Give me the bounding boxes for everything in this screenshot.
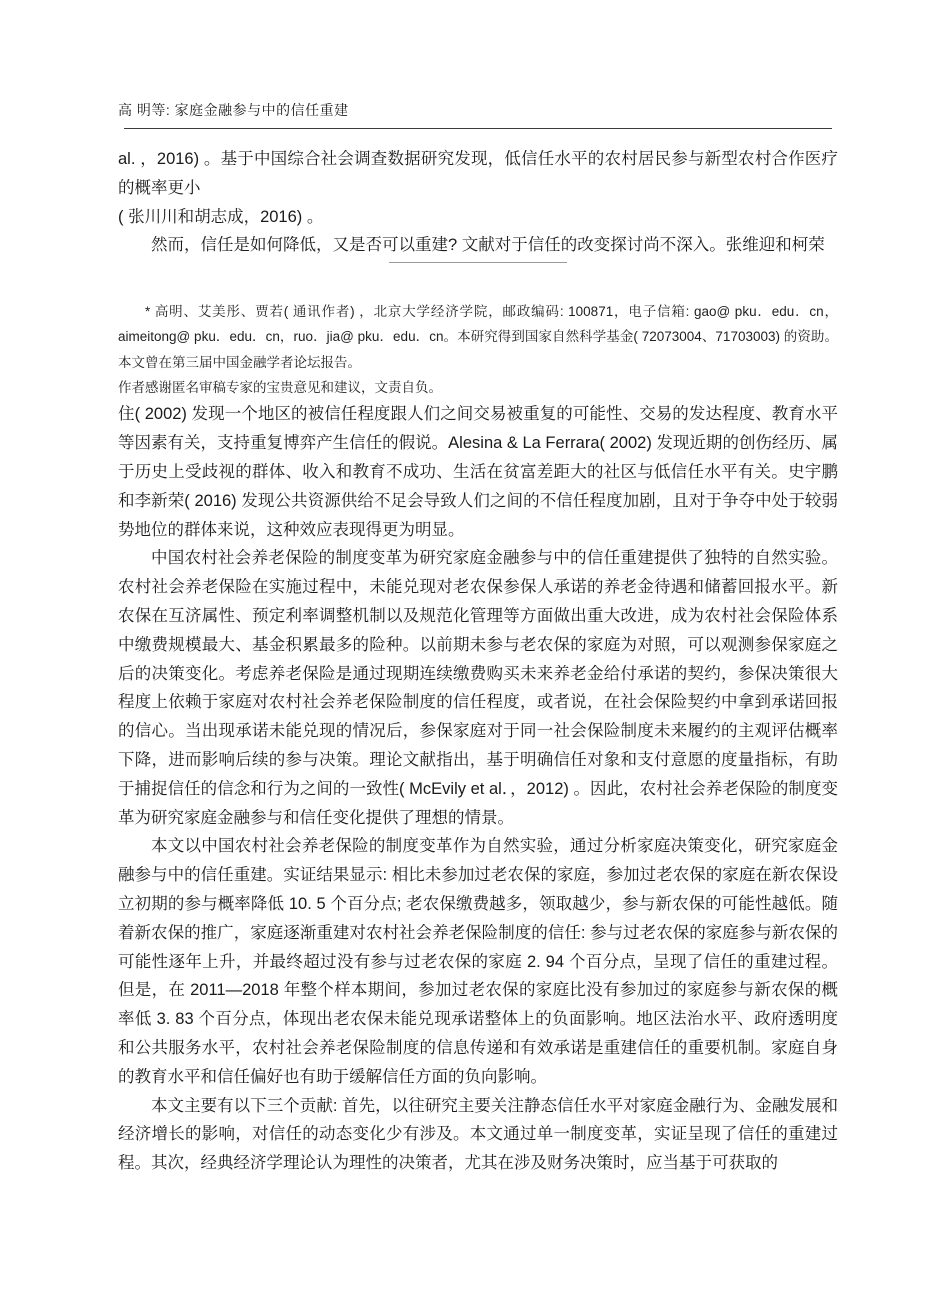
paragraph: al. ，2016) 。基于中国综合社会调查数据研究发现，低信任水平的农村居民参与新型农村合作医疗的概率更小 <box>118 150 838 197</box>
footnote-block <box>118 299 838 400</box>
paragraph: 中国农村社会养老保险的制度变革为研究家庭金融参与中的信任重建提供了独特的自然实验。农村社会养老保险在实施过程中，未能兑现对老农保参保人承诺的养老金待遇和储蓄回报水平。新农保在互济属性、预定利率调整机制以及规范化管理等方面做出重大改进，成为农村社会保险体系中缴费规模最大、基金积累最多的险种。以前期未参与老农保的家庭为对照，可以观测参保家庭之后的决策变化。考虑养老保险是通过现期连续缴费购买未来养老金给付承诺的契约，参保决策很大程度上依赖于家庭对农村社会养老保险制度的信任程度，或者说，在社会保险契约中拿到承诺回报的信心。当出现承诺未能兑现的情况后，参保家庭对于同一社会保险制度未来履约的主观评估概率下降，进而影响后续的参与决策。理论文献指出，基于明确信任对象和支付意愿的度量指标，有助于捕捉信任的信念和行为之间的一致性( McEvily et al．，2012) 。因此，农村社会养老保险的制度变革为研究家庭金融参与和信任变化提供了理想的情景。 <box>118 549 838 827</box>
paragraph: 住( 2002) 发现一个地区的被信任程度跟人们之间交易被重复的可能性、交易的发达程度、教育水平等因素有关，支持重复博弈产生信任的假说。Alesina & La Ferrara( 2002) 发现近期的创伤经历、属于历史上受歧视的群体、收入和教育不成功、生活在贫富差距大的社区与低信任水平有关。史宇鹏和李新荣( 2016) 发现公共资源供给不足会导致人们之间的不信任程度加剧，且对于争夺中处于较弱势地位的群体来说，这种效应表现得更为明显。 <box>118 405 838 539</box>
body-text-top <box>118 145 838 260</box>
body-text-main <box>118 400 838 1178</box>
paragraph: 作者感谢匿名审稿专家的宝贵意见和建议，文责自负。 <box>118 380 442 396</box>
paragraph: ( 张川川和胡志成，2016) 。 <box>118 207 324 226</box>
paragraph: * 高明、艾美彤、贾若( 通讯作者) ，北京大学经济学院，邮政编码: 100871，电子信箱: gao@ pku．edu．cn，aimeitong@ pku．edu．cn，ruo．jia@ pku．edu．cn。本研究得到国家自然科学基金( 72073004、71703003) 的资助。本文曾在第三届中国金融学者论坛报告。 <box>118 304 838 370</box>
header-rule <box>124 128 832 129</box>
paragraph: 本文主要有以下三个贡献: 首先，以往研究主要关注静态信任水平对家庭金融行为、金融发展和经济增长的影响，对信任的动态变化少有涉及。本文通过单一制度变革，实证呈现了信任的重建过程。其次，经典经济学理论认为理性的决策者，尤其在涉及财务决策时，应当基于可获取的 <box>118 1096 838 1173</box>
footnote-separator <box>389 262 567 263</box>
page-content <box>118 0 838 1178</box>
paragraph: 本文以中国农村社会养老保险的制度变革作为自然实验，通过分析家庭决策变化，研究家庭金融参与中的信任重建。实证结果显示: 相比未参加过老农保的家庭，参加过老农保的家庭在新农保设立初期的参与概率降低 10. 5 个百分点; 老农保缴费越多，领取越少，参与新农保的可能性越低。随着新农保的推广，家庭逐渐重建对农村社会养老保险制度的信任: 参与过老农保的家庭参与新农保的可能性逐年上升，并最终超过没有参与过老农保的家庭 2. 94 个百分点，呈现了信任的重建过程。但是，在 2011—2018 年整个样本期间，参加过老农保的家庭比没有参加过的家庭参与新农保的概率低 3. 83 个百分点，体现出老农保未能兑现承诺整体上的负面影响。地区法治水平、政府透明度和公共服务水平，农村社会养老保险制度的信息传递和有效承诺是重建信任的重要机制。家庭自身的教育水平和信任偏好也有助于缓解信任方面的负向影响。 <box>118 837 838 1086</box>
paragraph: 然而，信任是如何降低，又是否可以重建? 文献对于信任的改变探讨尚不深入。张维迎和柯荣 <box>151 236 825 255</box>
running-head: 高 明等: 家庭金融参与中的信任重建 <box>118 102 349 118</box>
